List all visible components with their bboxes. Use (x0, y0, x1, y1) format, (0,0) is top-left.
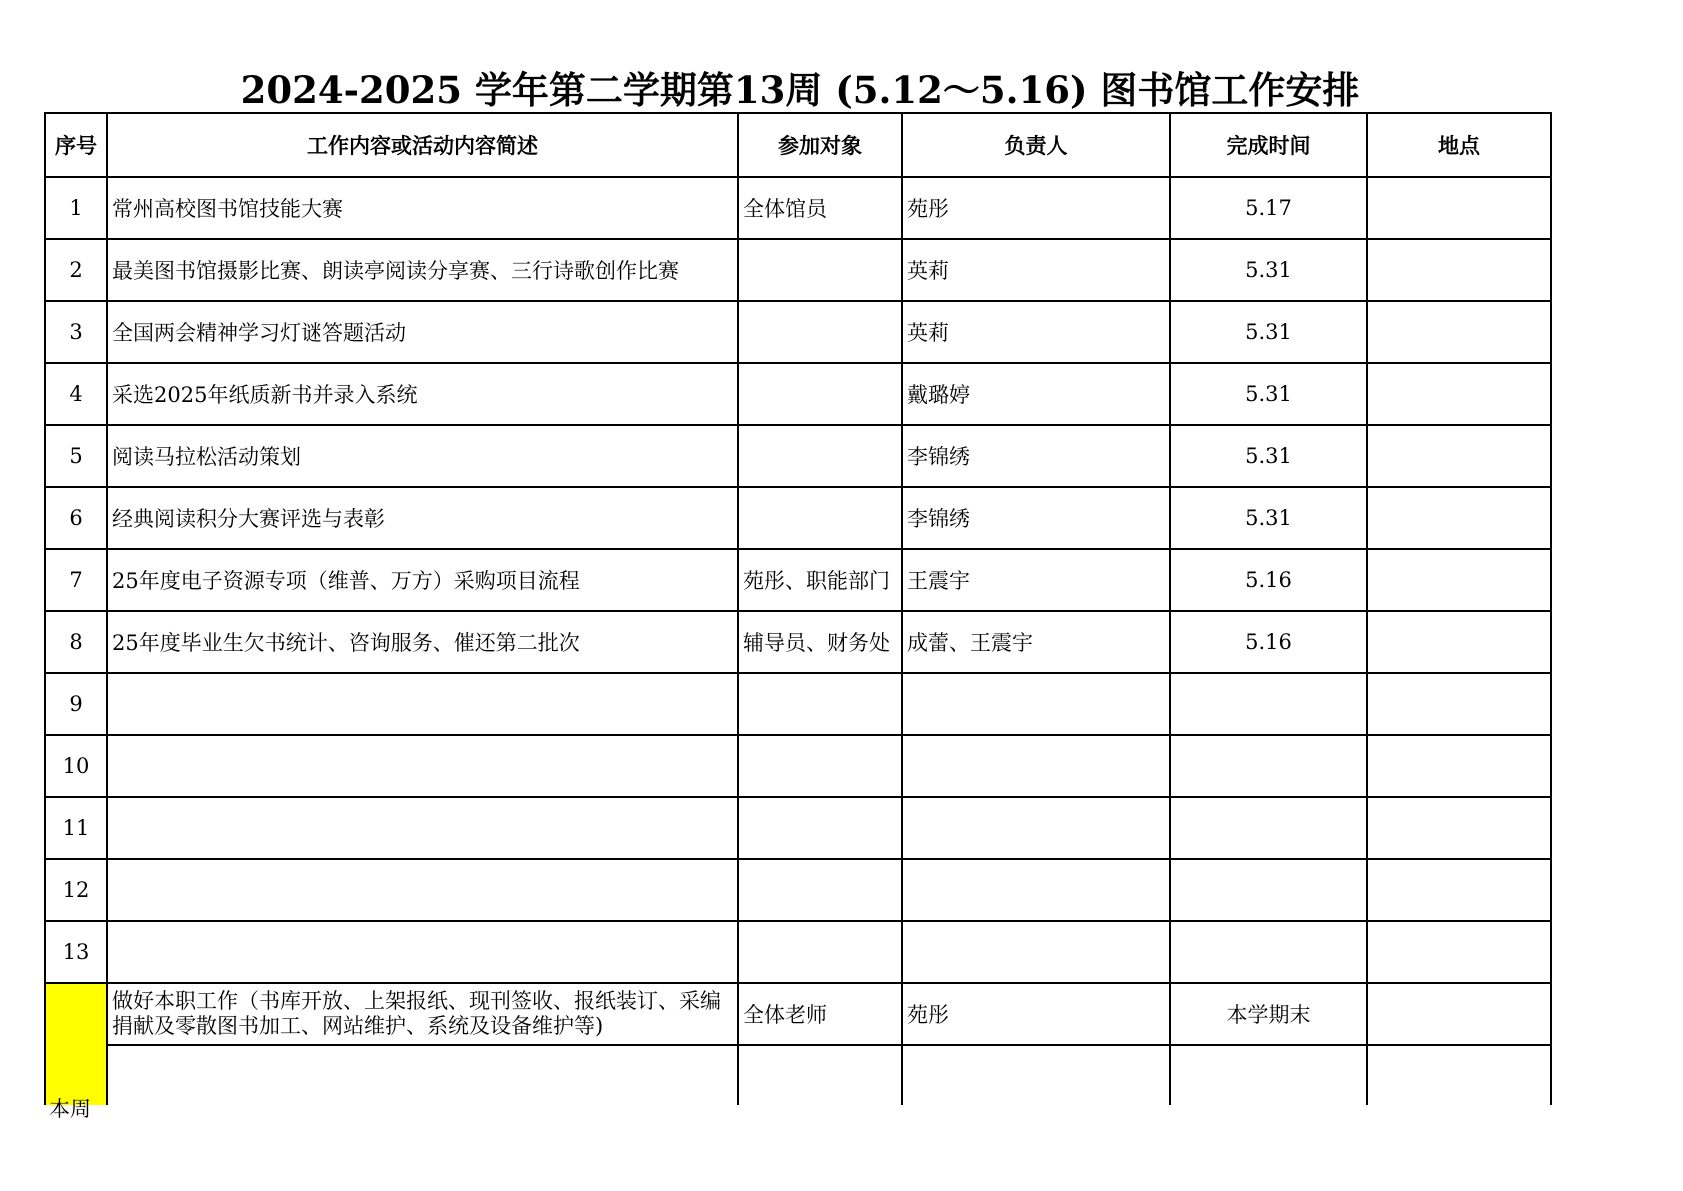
row-place (1367, 363, 1551, 425)
row-number: 13 (45, 921, 107, 983)
row-place (1367, 611, 1551, 673)
row-number: 5 (45, 425, 107, 487)
row-time (1170, 797, 1367, 859)
row-owner (902, 673, 1170, 735)
row-number: 11 (45, 797, 107, 859)
row-owner: 苑彤 (902, 983, 1170, 1045)
row-number: 10 (45, 735, 107, 797)
row-owner: 李锦绣 (902, 487, 1170, 549)
table-row (45, 549, 1551, 611)
row-owner (902, 735, 1170, 797)
extra-label: 本周 (49, 1097, 91, 1121)
row-number: 9 (45, 673, 107, 735)
row-content (107, 673, 738, 735)
header-no: 序号 (45, 113, 107, 177)
extra-label-cell (45, 983, 107, 1107)
row-content: 采选2025年纸质新书并录入系统 (107, 363, 738, 425)
row-content: 常州高校图书馆技能大赛 (107, 177, 738, 239)
table-row (45, 239, 1551, 301)
header-place: 地点 (1367, 113, 1551, 177)
row-participants: 苑彤、职能部门 (738, 549, 902, 611)
row-place (1367, 487, 1551, 549)
row-owner: 成蕾、王震宇 (902, 611, 1170, 673)
row-participants: 辅导员、财务处 (738, 611, 902, 673)
table-row (45, 735, 1551, 797)
row-place (1367, 301, 1551, 363)
row-content: 阅读马拉松活动策划 (107, 425, 738, 487)
row-time: 5.16 (1170, 611, 1367, 673)
row-content (107, 797, 738, 859)
row-time: 5.31 (1170, 425, 1367, 487)
table-row (45, 859, 1551, 921)
row-time: 5.31 (1170, 487, 1367, 549)
row-owner: 戴璐婷 (902, 363, 1170, 425)
row-content (107, 735, 738, 797)
row-number: 8 (45, 611, 107, 673)
row-participants (738, 921, 902, 983)
row-place (1367, 983, 1551, 1045)
row-participants (738, 363, 902, 425)
row-place (1367, 1045, 1551, 1107)
row-time: 本学期末 (1170, 983, 1367, 1045)
row-owner (902, 921, 1170, 983)
row-participants (738, 735, 902, 797)
row-time: 5.31 (1170, 301, 1367, 363)
row-time: 5.31 (1170, 239, 1367, 301)
row-number: 6 (45, 487, 107, 549)
table-row (45, 177, 1551, 239)
table-row (45, 425, 1551, 487)
row-number: 7 (45, 549, 107, 611)
row-time (1170, 859, 1367, 921)
row-participants: 全体老师 (738, 983, 902, 1045)
row-participants (738, 797, 902, 859)
row-place (1367, 177, 1551, 239)
row-owner (902, 1045, 1170, 1107)
table-row (45, 611, 1551, 673)
row-place (1367, 735, 1551, 797)
table-row (45, 487, 1551, 549)
table-row (45, 673, 1551, 735)
table-row-extra (45, 983, 1551, 1045)
row-number: 4 (45, 363, 107, 425)
row-place (1367, 549, 1551, 611)
header-owner: 负责人 (902, 113, 1170, 177)
row-content: 最美图书馆摄影比赛、朗读亭阅读分享赛、三行诗歌创作比赛 (107, 239, 738, 301)
row-place (1367, 673, 1551, 735)
row-participants (738, 425, 902, 487)
row-content: 做好本职工作（书库开放、上架报纸、现刊签收、报纸装订、采编捐献及零散图书加工、网站维护、系统及设备维护等) (107, 983, 738, 1045)
table-row (45, 363, 1551, 425)
row-content (107, 859, 738, 921)
header-row (45, 113, 1551, 177)
row-time (1170, 673, 1367, 735)
table-row (45, 301, 1551, 363)
table-row-extra (45, 1045, 1551, 1107)
table-row (45, 797, 1551, 859)
page-title: 2024-2025 学年第二学期第13周 (5.12～5.16) 图书馆工作安排 (240, 68, 1360, 112)
row-owner: 英莉 (902, 239, 1170, 301)
row-owner: 王震宇 (902, 549, 1170, 611)
row-time: 5.16 (1170, 549, 1367, 611)
row-place (1367, 425, 1551, 487)
row-participants (738, 301, 902, 363)
row-owner (902, 797, 1170, 859)
row-participants (738, 487, 902, 549)
row-time: 5.17 (1170, 177, 1367, 239)
row-number: 3 (45, 301, 107, 363)
row-content (107, 921, 738, 983)
row-time (1170, 1045, 1367, 1107)
row-content: 全国两会精神学习灯谜答题活动 (107, 301, 738, 363)
row-content: 25年度电子资源专项（维普、万方）采购项目流程 (107, 549, 738, 611)
row-place (1367, 797, 1551, 859)
row-content: 经典阅读积分大赛评选与表彰 (107, 487, 738, 549)
row-participants (738, 673, 902, 735)
row-time: 5.31 (1170, 363, 1367, 425)
row-content: 25年度毕业生欠书统计、咨询服务、催还第二批次 (107, 611, 738, 673)
row-number: 1 (45, 177, 107, 239)
row-owner: 英莉 (902, 301, 1170, 363)
row-participants: 全体馆员 (738, 177, 902, 239)
row-content (107, 1045, 738, 1107)
row-place (1367, 859, 1551, 921)
header-participants: 参加对象 (738, 113, 902, 177)
row-owner (902, 859, 1170, 921)
row-place (1367, 921, 1551, 983)
row-participants (738, 859, 902, 921)
row-owner: 李锦绣 (902, 425, 1170, 487)
row-owner: 苑彤 (902, 177, 1170, 239)
row-number: 2 (45, 239, 107, 301)
row-time (1170, 735, 1367, 797)
header-content: 工作内容或活动内容简述 (107, 113, 738, 177)
row-place (1367, 239, 1551, 301)
schedule-table (44, 112, 1552, 1108)
row-participants (738, 1045, 902, 1107)
row-participants (738, 239, 902, 301)
row-number: 12 (45, 859, 107, 921)
header-time: 完成时间 (1170, 113, 1367, 177)
table-row (45, 921, 1551, 983)
row-time (1170, 921, 1367, 983)
page-bottom-margin (0, 1105, 1683, 1191)
